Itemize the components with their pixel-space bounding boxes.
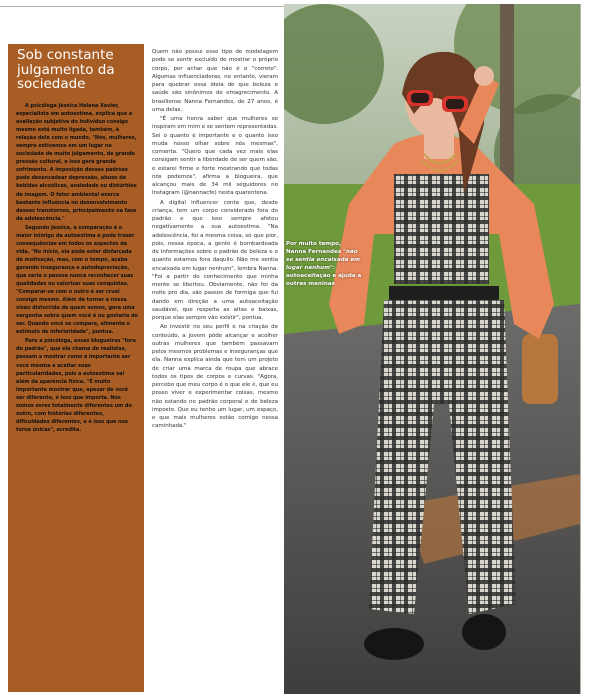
right-loafer bbox=[462, 614, 506, 650]
caption-lead: Por muito tempo, Nanna Fernandes bbox=[286, 241, 344, 256]
belt bbox=[389, 286, 499, 300]
top-rule bbox=[0, 6, 284, 7]
caption-quote: "não se sentia encaixada em lugar nenhum" bbox=[286, 249, 361, 272]
article-paragraph: A digital influencer conta que, desde criança, tem um corpo considerado fora do padrão e que isso sempre afetou negativamente a sua autoestima. "Na adolescência, foi a mesma coisa, só que pior, pois, nessa época, a gente é bombardeada de informações sobre o padrão de beleza e o quanto estamos fora daquilo. Não me sentia encaixada em lugar nenhum", lembra Nanna. "Foi a partir do conhecimento que minha mente se libertou. Obviamente, não foi da noite pro dia, são passos de formiga que fui dando em direção a uma autoaceitação saudável, que respeita as altas e baixas, porque elas sempre vão existir", pontua. bbox=[152, 199, 278, 321]
right-rule bbox=[580, 4, 581, 694]
photo bbox=[284, 4, 580, 694]
article-paragraph: Quem não possui esse tipo de modelagem pode se sentir excluído de mostrar o próprio corpo, por achar que não é o "correto". Algumas influenciadoras, no entanto, vieram para quebrar essa ideia de que beleza e saúde são sinônimos de emagrecimento. A brasiliense Nanna Fernandes, de 27 anos, é uma delas. bbox=[152, 49, 278, 113]
plaid-top bbox=[394, 174, 489, 284]
article-column bbox=[152, 48, 278, 432]
article-paragraph: "É uma honra saber que mulheres se inspiram em mim e se sentem representadas. Sei o quanto é importante e o quanto isso muda nosso olhar sobre nós mesmas", comenta. "Quero que cada vez mais elas consigam sentir a liberdade de ser quem são, e estarei firme e forte mostrando que todas nós podemos", afirma a blogueira, que alcançou mais de 34 mil seguidores no Instagram (@nannacfe) nesta quarentena. bbox=[152, 116, 278, 197]
photo-caption bbox=[286, 240, 362, 289]
sidebar-heading: Sob constante julgamento da sociedade bbox=[17, 47, 115, 92]
handbag bbox=[522, 334, 558, 404]
sidebar-box bbox=[8, 44, 144, 692]
article-paragraph: Ao investir no seu perfil e na criação de conteúdo, a jovem pôde alcançar e acolher outras mulheres que também passavam pelos mesmos problemas e inseguranças que ela. Nanna explica ainda que tem um projeto de criar uma marca de roupa que abrace todos os tipos de corpos e curvas. "Agora, percebo que meu corpo é o que ele é, que eu posso viver e experimentar coisas, mesmo não estando no padrão corporal e de beleza imposto. Que eu tenho um lugar, um espaço, e que mais mulheres estão comigo nessa caminhada." bbox=[152, 324, 278, 430]
sidebar-paragraph: Segundo Jéssica, a comparação é o maior inimigo da autoestima e pode trazer consequências em todos os aspectos da vida. "No início, ela pode estar disfarçada de motivação, mas, com o tempo, acaba gerando insegurança e autodepreciação, que seria o pessoa nunca reconhecer suas qualidades ou valorizar suas conquistas. "Comparar-se com o outro é ser cruel consigo mesmo. Além de tornar a nossa visão distorcida de quem somos, gera uma vergonha sobre quem você é ou gostaria de ser. Quando você se compara, alimenta o estímulo de inferioridade", pontua. bbox=[16, 224, 138, 336]
sidebar-paragraph: Para a psicóloga, essas blogueiras "fora do padrão", que ela chama de realistas, passam a mostrar como é importante ser você mesma e aceitar suas particularidades, pois a autoestima vai além da aparência física. "É muito importante mostrar que, apesar de você ser diferente, é isso que importa. Nós somos seres totalmente diferentes um do outro, com histórias diferentes, dificuldades diferentes, e é isso que nos torna únicas", acredita. bbox=[16, 338, 136, 433]
photo-illustration bbox=[284, 4, 580, 694]
caption-tail: : autoaceitação e ajuda a outras meninas bbox=[286, 265, 362, 288]
sidebar-paragraph: A psicóloga Jéssica Helena Xavier, especialista em autoestima, explica que a avaliação subjetiva do indivíduo consigo mesmo está muito ligada, também, à relação dele com o mundo. "Nós, mulheres, sempre estivemos em um lugar na sociedade de muito julgamento, de grande pressão cultural, e isso gera grande sofrimento. A imposição desses padrões pode desencadear depressão, abuso de bebidas alcoólicas, ansiedade ou distúrbios de imagem. O fator ambiental exerce bastante influência no desenvolvimento desses transtornos, principalmente na fase da adolescência." bbox=[16, 103, 137, 222]
left-loafer bbox=[364, 628, 424, 660]
sidebar-body bbox=[16, 102, 138, 434]
